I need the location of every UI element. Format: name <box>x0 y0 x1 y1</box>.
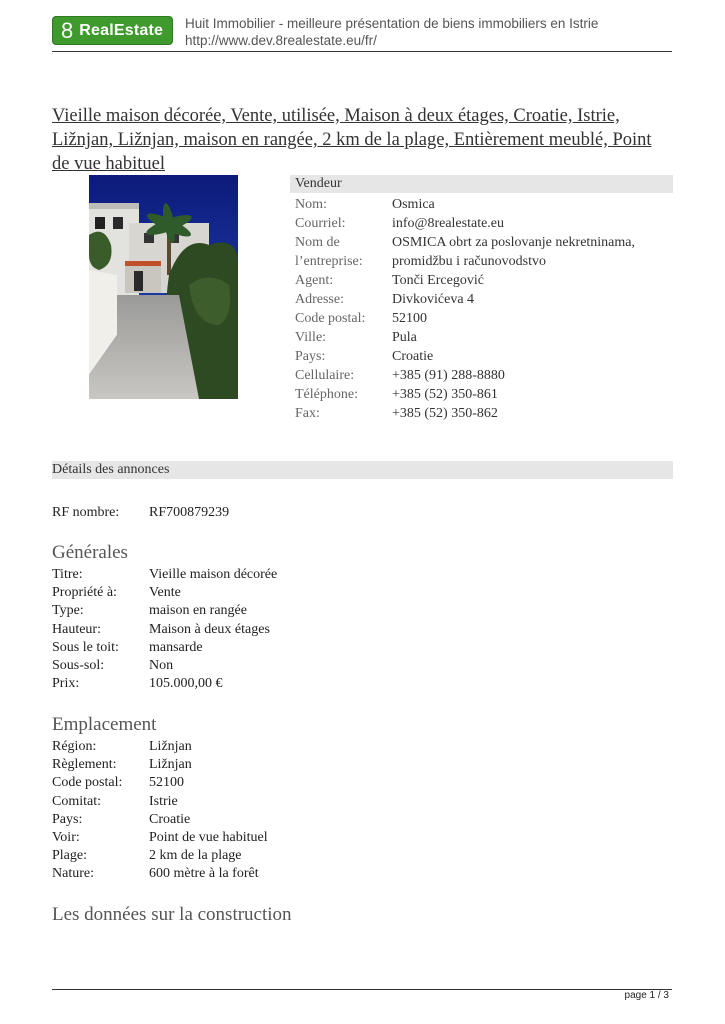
general-row <box>52 584 277 602</box>
logo-number: 8 <box>61 17 74 43</box>
location-value: Point de vue habituel <box>149 830 268 846</box>
page-number: page 1 / 3 <box>624 990 669 1001</box>
vendor-row <box>295 290 673 309</box>
footer-divider <box>52 989 672 990</box>
location-label: Voir: <box>52 830 80 846</box>
general-table <box>52 566 277 693</box>
general-label: Type: <box>52 603 84 619</box>
vendor-table <box>295 195 673 423</box>
location-label: Pays: <box>52 811 83 827</box>
vendor-row <box>295 404 673 423</box>
vendor-value: Croatie <box>392 349 434 364</box>
site-header-text <box>185 15 598 49</box>
general-value: Non <box>149 658 174 674</box>
vendor-row <box>295 328 673 347</box>
location-label: Région: <box>52 739 97 754</box>
general-label: Propriété à: <box>52 585 117 601</box>
vendor-label: Adresse: <box>295 292 344 307</box>
location-row <box>52 865 268 883</box>
general-label: Sous-sol: <box>52 658 105 674</box>
general-row <box>52 621 277 639</box>
vendor-row <box>295 309 673 328</box>
location-label: Comitat: <box>52 793 101 809</box>
price-value: 105.000,00 € <box>149 676 223 692</box>
location-row <box>52 793 268 811</box>
general-row <box>52 657 277 675</box>
site-logo[interactable] <box>52 16 173 45</box>
vendor-label: Téléphone: <box>295 387 358 402</box>
general-row <box>52 566 277 584</box>
vendor-label: Cellulaire: <box>295 368 355 383</box>
location-heading: Emplacement <box>52 714 157 735</box>
listing-heading: Détails des annonces <box>52 461 673 479</box>
location-row <box>52 829 268 847</box>
location-label: Nature: <box>52 866 94 882</box>
location-table <box>52 738 268 884</box>
vendor-heading: Vendeur <box>290 175 673 193</box>
construction-heading: Les données sur la construction <box>52 904 292 925</box>
vendor-value: 52100 <box>392 311 427 326</box>
vendor-row <box>295 366 673 385</box>
vendor-value: +385 (52) 350-861 <box>392 387 498 402</box>
rf-row <box>52 505 229 521</box>
header-divider <box>52 51 672 52</box>
location-label: Code postal: <box>52 775 123 791</box>
general-row <box>52 602 277 620</box>
general-value: mansarde <box>149 639 203 655</box>
general-row <box>52 675 277 693</box>
location-value: 600 mètre à la forêt <box>149 866 259 882</box>
vendor-row <box>295 195 673 214</box>
vendor-value: Pula <box>392 330 417 345</box>
general-value: Vente <box>149 585 181 601</box>
general-value: maison en rangée <box>149 603 247 619</box>
location-label: Règlement: <box>52 757 117 773</box>
general-row <box>52 639 277 657</box>
vendor-value: OSMICA obrt za poslovanje nekretninama, promidžbu i računovodstvo <box>392 235 636 269</box>
vendor-value: +385 (52) 350-862 <box>392 406 498 421</box>
general-label: Titre: <box>52 567 83 582</box>
vendor-row <box>295 347 673 366</box>
general-value: Maison à deux étages <box>149 621 270 637</box>
location-row <box>52 811 268 829</box>
location-row <box>52 756 268 774</box>
vendor-label: Code postal: <box>295 311 366 326</box>
location-row <box>52 774 268 792</box>
vendor-label: Pays: <box>295 349 326 364</box>
vendor-label: Fax: <box>295 406 320 421</box>
vendor-row <box>295 385 673 404</box>
vendor-value: Osmica <box>392 197 435 212</box>
vendor-label: Nom de l’entreprise: <box>295 235 363 269</box>
location-value: 52100 <box>149 775 184 791</box>
vendor-email-link[interactable]: info@8realestate.eu <box>392 216 505 231</box>
property-title[interactable]: Vieille maison décorée, Vente, utilisée, Maison à deux étages, Croatie, Istrie, Ližnjan, Ližnjan, maison en rangée, 2 km de la plage, Entièrement meublé, Point de vue habituel <box>52 106 652 174</box>
location-label: Plage: <box>52 848 87 864</box>
vendor-label: Courriel: <box>295 216 346 231</box>
general-label: Prix: <box>52 676 80 692</box>
vendor-label: Nom: <box>295 197 327 212</box>
vendor-row <box>295 214 673 233</box>
general-value: Vieille maison décorée <box>149 567 278 582</box>
general-heading: Générales <box>52 542 128 563</box>
general-label: Hauteur: <box>52 621 101 637</box>
vendor-label: Ville: <box>295 330 327 345</box>
general-label: Sous le toit: <box>52 639 119 655</box>
site-name: Huit Immobilier - meilleure présentation de biens immobiliers en Istrie <box>185 16 599 31</box>
vendor-label: Agent: <box>295 273 334 288</box>
location-row <box>52 847 268 865</box>
vendor-value: Tonči Ercegović <box>392 273 484 288</box>
logo-word: RealEstate <box>79 21 164 39</box>
location-row <box>52 738 268 756</box>
vendor-row <box>295 233 673 271</box>
location-value: Istrie <box>149 793 178 809</box>
site-url[interactable]: http://www.dev.8realestate.eu/fr/ <box>185 33 377 48</box>
rf-label: RF nombre: <box>52 505 120 520</box>
location-value: Ližnjan <box>149 739 192 754</box>
rf-value: RF700879239 <box>149 505 230 520</box>
vendor-row <box>295 271 673 290</box>
location-value: Ližnjan <box>149 757 192 773</box>
location-value: Croatie <box>149 811 191 827</box>
location-value: 2 km de la plage <box>149 848 242 864</box>
property-photo <box>89 175 238 399</box>
vendor-value: +385 (91) 288-8880 <box>392 368 505 383</box>
vendor-value: Divkovićeva 4 <box>392 292 475 307</box>
